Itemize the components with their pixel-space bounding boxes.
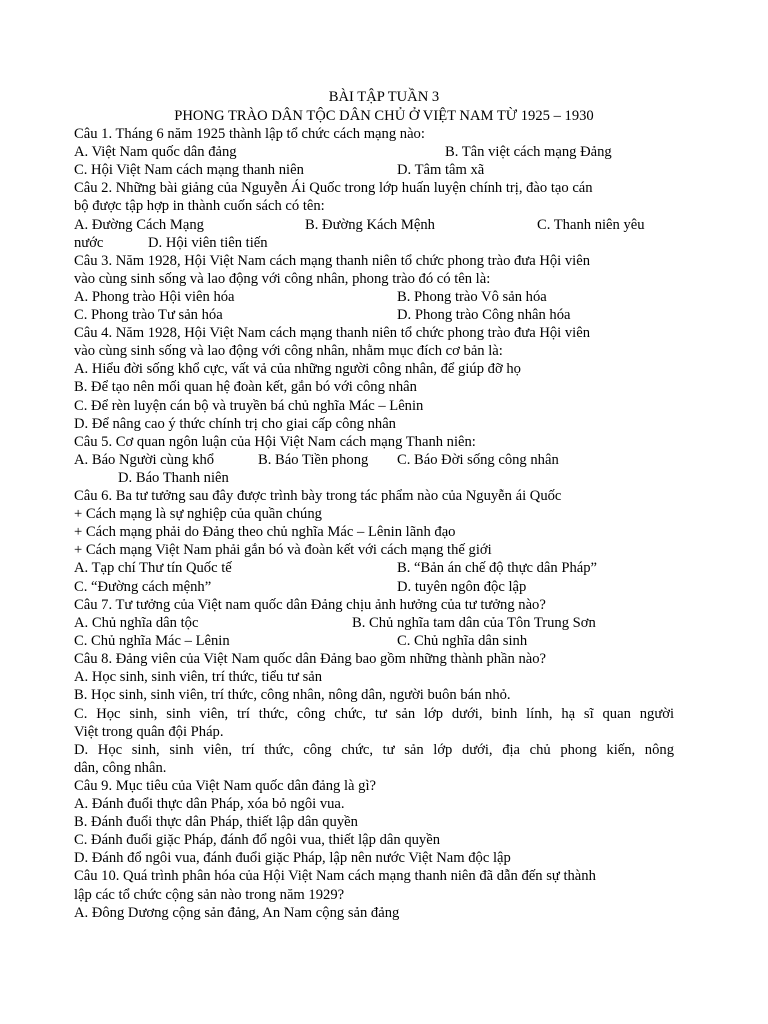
q3-option-d: D. Phong trào Công nhân hóa [397,307,571,323]
q2-option-d: D. Hội viên tiên tiến [148,235,268,251]
q7-option-d: C. Chủ nghĩa dân sinh [397,633,528,649]
page-subtitle: PHONG TRÀO DÂN TỘC DÂN CHỦ Ở VIỆT NAM TỪ 1925 – 1930 [174,108,594,124]
question-4: Câu 4. Năm 1928, Hội Việt Nam cách mạng thanh niên tổ chức phong trào đưa Hội viên [74,325,591,341]
q5-option-d: D. Báo Thanh niên [118,470,229,486]
q4-option-d: D. Để nâng cao ý thức chính trị cho giai cấp công nhân [74,416,396,432]
q9-option-d: D. Đánh đổ ngôi vua, đánh đuổi giặc Pháp, lập nên nước Việt Nam độc lập [74,850,511,866]
question-6: Câu 6. Ba tư tưởng sau đây được trình bày trong tác phẩm nào của Nguyễn ái Quốc [74,488,562,504]
q2-option-a: A. Đường Cách Mạng [74,217,204,233]
question-3: Câu 3. Năm 1928, Hội Việt Nam cách mạng thanh niên tổ chức phong trào đưa Hội viên [74,253,591,269]
question-9: Câu 9. Mục tiêu của Việt Nam quốc dân đảng là gì? [74,778,376,794]
q1-option-d: D. Tâm tâm xã [397,162,485,178]
q3-option-a: A. Phong trào Hội viên hóa [74,289,235,305]
q9-option-b: B. Đánh đuổi thực dân Pháp, thiết lập dân quyền [74,814,358,830]
q7-option-b: B. Chủ nghĩa tam dân của Tôn Trung Sơn [352,615,596,631]
q5-option-c: C. Báo Đời sống công nhân [397,452,559,468]
q7-option-c: C. Chủ nghĩa Mác – Lênin [74,633,230,649]
q9-option-a: A. Đánh đuổi thực dân Pháp, xóa bỏ ngôi vua. [74,796,345,812]
q6-option-c: C. “Đường cách mệnh” [74,579,212,595]
question-5: Câu 5. Cơ quan ngôn luận của Hội Việt Nam cách mạng Thanh niên: [74,434,476,450]
question-4-cont: vào cùng sinh sống và lao động với công nhân, nhằm mục đích cơ bản là: [74,343,503,359]
q1-option-c: C. Hội Việt Nam cách mạng thanh niên [74,162,304,178]
q2-option-c: C. Thanh niên yêu [537,217,645,233]
q6-point-3: + Cách mạng Việt Nam phải gắn bó và đoàn kết với cách mạng thế giới [74,542,492,558]
q8-option-d-cont: dân, công nhân. [74,760,167,776]
q10-option-a: A. Đông Dương cộng sản đảng, An Nam cộng sản đảng [74,905,400,921]
q2-option-b: B. Đường Kách Mệnh [305,217,435,233]
q8-option-a: A. Học sinh, sinh viên, trí thức, tiểu tư sản [74,669,323,685]
q6-option-d: D. tuyên ngôn độc lập [397,579,527,595]
question-10: Câu 10. Quá trình phân hóa của Hội Việt Nam cách mạng thanh niên đã dẫn đến sự thành [74,868,596,884]
question-3-cont: vào cùng sinh sống và lao động với công nhân, phong trào đó có tên là: [74,271,491,287]
q8-option-c: C. Học sinh, sinh viên, trí thức, công chức, tư sản lớp dưới, binh lính, hạ sĩ quan người [74,706,674,722]
q6-option-b: B. “Bản án chế độ thực dân Pháp” [397,560,598,576]
q7-option-a: A. Chủ nghĩa dân tộc [74,615,199,631]
q1-option-b: B. Tân việt cách mạng Đảng [445,144,612,160]
question-2-cont: bộ được tập hợp in thành cuốn sách có tên: [74,198,325,214]
question-2: Câu 2. Những bài giảng của Nguyễn Ái Quốc trong lớp huấn luyện chính trị, đào tạo cán [74,180,593,196]
page-title: BÀI TẬP TUẦN 3 [328,89,440,105]
q8-option-d: D. Học sinh, sinh viên, trí thức, công chức, tư sản lớp dưới, địa chủ phong kiến, nông [74,742,674,758]
q6-point-1: + Cách mạng là sự nghiệp của quần chúng [74,506,322,522]
question-1: Câu 1. Tháng 6 năm 1925 thành lập tổ chức cách mạng nào: [74,126,425,142]
q3-option-c: C. Phong trào Tư sản hóa [74,307,223,323]
q1-option-a: A. Việt Nam quốc dân đảng [74,144,237,160]
q4-option-a: A. Hiểu đời sống khổ cực, vất vả của những người công nhân, để giúp đỡ họ [74,361,521,377]
q5-option-b: B. Báo Tiền phong [258,452,369,468]
q4-option-b: B. Để tạo nên mối quan hệ đoàn kết, gắn bó với công nhân [74,379,417,395]
q6-point-2: + Cách mạng phải do Đảng theo chủ nghĩa Mác – Lênin lãnh đạo [74,524,456,540]
q6-option-a: A. Tạp chí Thư tín Quốc tế [74,560,232,576]
q5-option-a: A. Báo Người cùng khổ [74,452,215,468]
q2-option-c-cont: nước [74,235,104,251]
q3-option-b: B. Phong trào Vô sản hóa [397,289,547,305]
q4-option-c: C. Để rèn luyện cán bộ và truyền bá chủ nghĩa Mác – Lênin [74,398,424,414]
question-10-cont: lập các tổ chức cộng sản nào trong năm 1929? [74,887,345,903]
q9-option-c: C. Đánh đuổi giặc Pháp, đánh đổ ngôi vua, thiết lập dân quyền [74,832,440,848]
question-8: Câu 8. Đảng viên của Việt Nam quốc dân Đảng bao gồm những thành phần nào? [74,651,547,667]
q8-option-b: B. Học sinh, sinh viên, trí thức, công nhân, nông dân, người buôn bán nhỏ. [74,687,511,703]
q8-option-c-cont: Việt trong quân đội Pháp. [74,724,224,740]
question-7: Câu 7. Tư tưởng của Việt nam quốc dân Đảng chịu ảnh hưởng của tư tưởng nào? [74,597,546,613]
